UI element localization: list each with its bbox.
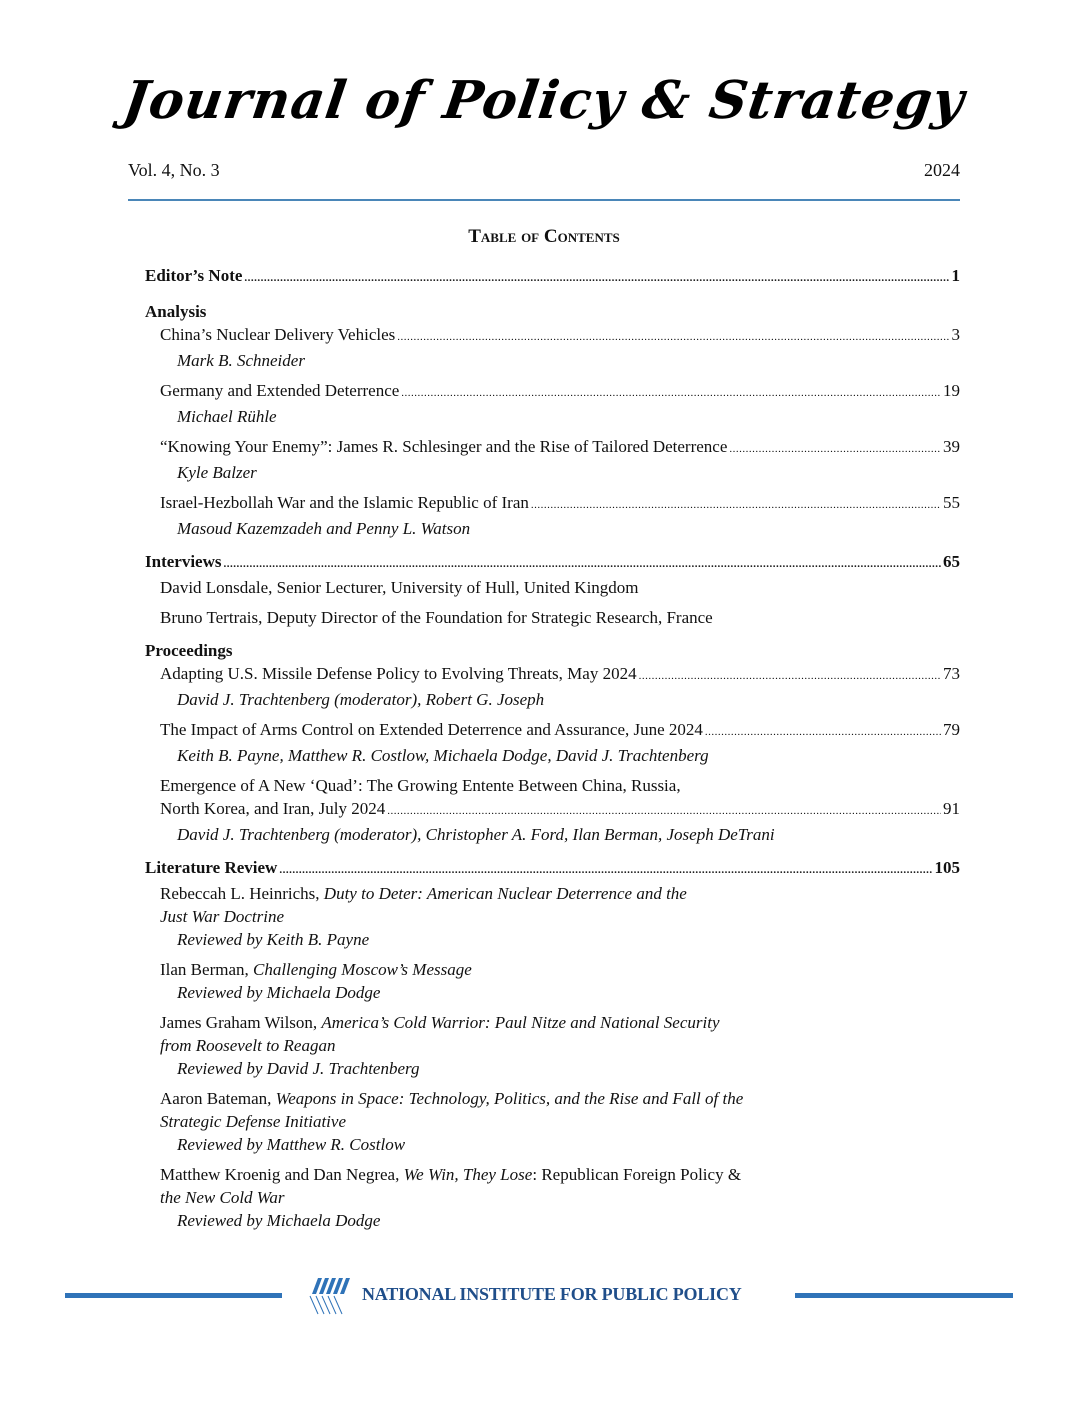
footer-rule-left [65, 1293, 282, 1298]
book-author: Rebeccah L. Heinrichs, [160, 884, 324, 903]
section-label: Analysis [145, 302, 207, 321]
toc-entry-literature-review[interactable] [145, 856, 960, 882]
entry-author: Kyle Balzer [177, 463, 257, 482]
toc-entry[interactable] [145, 323, 960, 349]
section-proceedings [145, 639, 960, 662]
footer-rule-right [795, 1293, 1013, 1298]
leader-dots [531, 491, 941, 517]
page-number: 3 [951, 325, 960, 344]
toc-entry[interactable] [145, 662, 960, 688]
page-number: 65 [943, 552, 960, 571]
entry-title: The Impact of Arms Control on Extended Deterrence and Assurance, June 2024 [160, 720, 703, 739]
book-title: Challenging Moscow’s Message [253, 960, 472, 979]
section-label: Literature Review [145, 858, 278, 877]
entry-author: Michael Rühle [177, 407, 277, 426]
volume-number: Vol. 4, No. 3 [128, 160, 220, 180]
leader-dots [729, 435, 941, 461]
entry-title: Germany and Extended Deterrence [160, 381, 400, 400]
page-number: 39 [943, 437, 960, 456]
leader-dots [387, 797, 941, 823]
page-number: 19 [943, 381, 960, 400]
entry-author: Keith B. Payne, Matthew R. Costlow, Michaela Dodge, David J. Trachtenberg [177, 746, 709, 765]
book-title-cont [145, 1110, 960, 1133]
entry-title-line2: North Korea, and Iran, July 2024 [160, 799, 386, 818]
toc-entry[interactable] [145, 435, 960, 461]
book-title-line2: Just War Doctrine [160, 907, 285, 926]
reviewer: Reviewed by David J. Trachtenberg [177, 1059, 420, 1078]
entry-title: Adapting U.S. Missile Defense Policy to Evolving Threats, May 2024 [160, 664, 637, 683]
book-title: America’s Cold Warrior: Paul Nitze and National Security [321, 1013, 720, 1032]
toc-entry-editors-note[interactable] [145, 264, 960, 290]
nipp-logo-icon [302, 1276, 352, 1316]
toc-entry[interactable] [145, 491, 960, 517]
page-number: 105 [934, 858, 960, 877]
page-number: 55 [943, 493, 960, 512]
entry-title: “Knowing Your Enemy”: James R. Schlesinger and the Rise of Tailored Deterrence [160, 437, 728, 456]
book-author: Ilan Berman, [160, 960, 253, 979]
leader-dots [639, 662, 941, 688]
leader-dots [397, 323, 949, 349]
book-title-line2: Strategic Defense Initiative [160, 1112, 346, 1131]
section-analysis [145, 300, 960, 323]
toc-entry[interactable] [145, 718, 960, 744]
review-item [145, 958, 960, 981]
page-number: 91 [943, 799, 960, 818]
entry-author: David J. Trachtenberg (moderator), Robert G. Joseph [177, 690, 545, 709]
entry-author: Masoud Kazemzadeh and Penny L. Watson [177, 519, 471, 538]
leader-dots [705, 718, 941, 744]
leader-dots [401, 379, 941, 405]
entry-author: David J. Trachtenberg (moderator), Christopher A. Ford, Ilan Berman, Joseph DeTrani [177, 825, 775, 844]
toc-entry-interviews[interactable] [145, 550, 960, 576]
review-item [145, 1087, 960, 1110]
reviewer: Reviewed by Michaela Dodge [177, 983, 381, 1002]
review-item [145, 882, 960, 905]
toc-heading: Table of Contents [468, 226, 620, 247]
book-title-rest: : Republican Foreign Policy & [532, 1165, 742, 1184]
review-item [145, 1011, 960, 1034]
book-author: Aaron Bateman, [160, 1089, 276, 1108]
leader-dots [244, 264, 949, 290]
entry-author: Mark B. Schneider [177, 351, 305, 370]
book-title-cont [145, 905, 960, 928]
entry-title: China’s Nuclear Delivery Vehicles [160, 325, 396, 344]
section-label: Proceedings [145, 641, 233, 660]
book-author: James Graham Wilson, [160, 1013, 322, 1032]
book-title: Duty to Deter: American Nuclear Deterrence and the [323, 884, 687, 903]
reviewer: Reviewed by Michaela Dodge [177, 1211, 381, 1230]
toc-entry[interactable] [145, 379, 960, 405]
interview-item: David Lonsdale, Senior Lecturer, University of Hull, United Kingdom [160, 578, 639, 597]
review-item [145, 1163, 960, 1186]
page-number: 73 [943, 664, 960, 683]
table-of-contents [145, 264, 960, 1232]
section-label: Interviews [145, 552, 222, 571]
interview-item: Bruno Tertrais, Deputy Director of the Foundation for Strategic Research, France [160, 608, 713, 627]
toc-entry[interactable] [145, 797, 960, 823]
book-title-cont [145, 1034, 960, 1057]
reviewer: Reviewed by Keith B. Payne [177, 930, 370, 949]
leader-dots [223, 550, 941, 576]
entry-label: Editor’s Note [145, 266, 243, 285]
book-title-line2: from Roosevelt to Reagan [160, 1036, 336, 1055]
leader-dots [279, 856, 932, 882]
header-divider [128, 199, 960, 201]
entry-title: Israel-Hezbollah War and the Islamic Republic of Iran [160, 493, 529, 512]
page-number: 1 [951, 266, 960, 285]
book-title: Weapons in Space: Technology, Politics, and the Rise and Fall of the [275, 1089, 744, 1108]
reviewer: Reviewed by Matthew R. Costlow [177, 1135, 406, 1154]
entry-title-line1[interactable]: Emergence of A New ‘Quad’: The Growing Entente Between China, Russia, [160, 776, 681, 795]
journal-title: Journal of Policy & Strategy [119, 70, 969, 131]
page-number: 79 [943, 720, 960, 739]
book-title-line2: the New Cold War [160, 1188, 285, 1207]
publication-year: 2024 [924, 160, 960, 180]
book-title: We Win, They Lose [403, 1165, 533, 1184]
book-author: Matthew Kroenig and Dan Negrea, [160, 1165, 404, 1184]
organization-name: NATIONAL INSTITUTE FOR PUBLIC POLICY [362, 1284, 742, 1304]
book-title-cont [145, 1186, 960, 1209]
